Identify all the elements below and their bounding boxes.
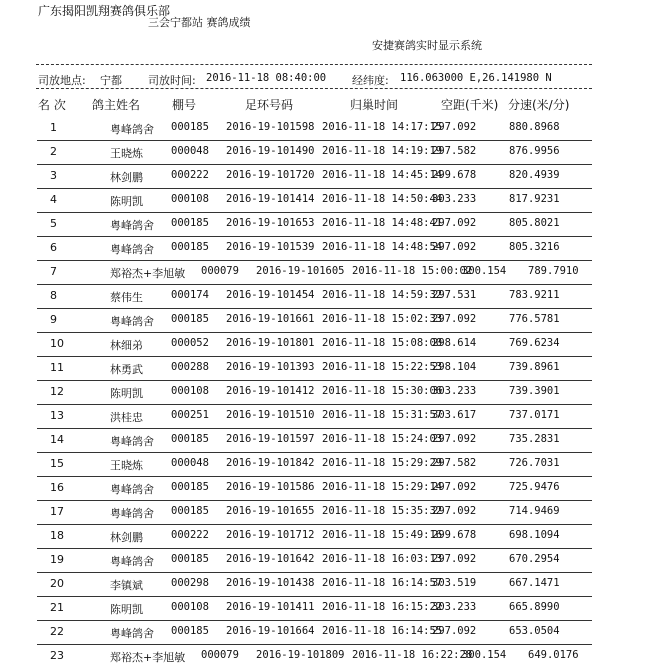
row-14-arrival: 2016-11-18 15:24:03 bbox=[322, 433, 443, 445]
row-3-ring: 2016-19-101720 bbox=[226, 169, 315, 181]
release-time-value: 2016-11-18 08:40:00 bbox=[206, 72, 327, 84]
row-16-ring: 2016-19-101586 bbox=[226, 481, 315, 493]
row-14-rank: 14 bbox=[50, 433, 64, 446]
row-7-rank: 7 bbox=[50, 265, 57, 278]
row-2-speed: 876.9956 bbox=[509, 145, 560, 157]
row-separator bbox=[37, 140, 592, 141]
row-18-loft: 000222 bbox=[171, 529, 209, 541]
row-17-owner: 粤峰鸽舍 bbox=[110, 507, 154, 520]
row-6-ring: 2016-19-101539 bbox=[226, 241, 315, 253]
row-6-owner: 粤峰鸽舍 bbox=[110, 243, 154, 256]
row-6-distance: 297.092 bbox=[432, 241, 477, 253]
row-15-distance: 297.582 bbox=[432, 457, 477, 469]
row-3-arrival: 2016-11-18 14:45:14 bbox=[322, 169, 443, 181]
row-10-speed: 769.6234 bbox=[509, 337, 560, 349]
row-8-distance: 297.531 bbox=[432, 289, 477, 301]
row-7-owner: 郑裕杰+李旭敏 bbox=[110, 267, 186, 280]
row-20-arrival: 2016-11-18 16:14:57 bbox=[322, 577, 443, 589]
row-separator bbox=[37, 452, 592, 453]
row-6-speed: 805.3216 bbox=[509, 241, 560, 253]
row-16-rank: 16 bbox=[50, 481, 64, 494]
row-13-arrival: 2016-11-18 15:31:57 bbox=[322, 409, 443, 421]
row-12-owner: 陈明凯 bbox=[110, 387, 143, 400]
row-7-speed: 789.7910 bbox=[528, 265, 579, 277]
divider-top bbox=[36, 64, 592, 65]
row-1-distance: 297.092 bbox=[432, 121, 477, 133]
row-2-rank: 2 bbox=[50, 145, 57, 158]
row-9-speed: 776.5781 bbox=[509, 313, 560, 325]
row-5-rank: 5 bbox=[50, 217, 57, 230]
location-value: 宁都 bbox=[100, 74, 122, 87]
row-10-loft: 000052 bbox=[171, 337, 209, 349]
row-3-speed: 820.4939 bbox=[509, 169, 560, 181]
row-14-distance: 297.092 bbox=[432, 433, 477, 445]
row-23-owner: 郑裕杰+李旭敏 bbox=[110, 651, 186, 664]
row-19-loft: 000185 bbox=[171, 553, 209, 565]
row-1-rank: 1 bbox=[50, 121, 57, 134]
row-16-distance: 297.092 bbox=[432, 481, 477, 493]
row-2-owner: 王晓炼 bbox=[110, 147, 143, 160]
row-16-owner: 粤峰鸽舍 bbox=[110, 483, 154, 496]
row-18-speed: 698.1094 bbox=[509, 529, 560, 541]
row-8-arrival: 2016-11-18 14:59:32 bbox=[322, 289, 443, 301]
row-13-distance: 303.617 bbox=[432, 409, 477, 421]
row-15-ring: 2016-19-101842 bbox=[226, 457, 315, 469]
row-23-rank: 23 bbox=[50, 649, 64, 662]
row-11-ring: 2016-19-101393 bbox=[226, 361, 315, 373]
row-17-rank: 17 bbox=[50, 505, 64, 518]
row-14-ring: 2016-19-101597 bbox=[226, 433, 315, 445]
row-separator bbox=[37, 500, 592, 501]
row-separator bbox=[37, 284, 592, 285]
divider-info bbox=[36, 88, 592, 89]
row-18-arrival: 2016-11-18 15:49:16 bbox=[322, 529, 443, 541]
row-11-arrival: 2016-11-18 15:22:53 bbox=[322, 361, 443, 373]
row-9-owner: 粤峰鸽舍 bbox=[110, 315, 154, 328]
release-time-label: 司放时间: bbox=[148, 74, 196, 87]
row-5-ring: 2016-19-101653 bbox=[226, 217, 315, 229]
row-17-ring: 2016-19-101655 bbox=[226, 505, 315, 517]
row-9-distance: 297.092 bbox=[432, 313, 477, 325]
row-21-distance: 303.233 bbox=[432, 601, 477, 613]
row-5-owner: 粤峰鸽舍 bbox=[110, 219, 154, 232]
coord-value: 116.063000 E,26.141980 N bbox=[400, 72, 552, 84]
row-21-speed: 665.8990 bbox=[509, 601, 560, 613]
row-20-ring: 2016-19-101438 bbox=[226, 577, 315, 589]
row-separator bbox=[37, 260, 592, 261]
row-19-rank: 19 bbox=[50, 553, 64, 566]
row-10-owner: 林细弟 bbox=[110, 339, 143, 352]
row-19-distance: 297.092 bbox=[432, 553, 477, 565]
row-4-owner: 陈明凯 bbox=[110, 195, 143, 208]
row-21-arrival: 2016-11-18 16:15:22 bbox=[322, 601, 443, 613]
row-separator bbox=[37, 236, 592, 237]
row-21-rank: 21 bbox=[50, 601, 64, 614]
row-22-speed: 653.0504 bbox=[509, 625, 560, 637]
row-22-arrival: 2016-11-18 16:14:55 bbox=[322, 625, 443, 637]
row-11-distance: 298.104 bbox=[432, 361, 477, 373]
col-ring-header: 足环号码 bbox=[245, 98, 294, 112]
row-4-rank: 4 bbox=[50, 193, 57, 206]
row-1-owner: 粤峰鸽舍 bbox=[110, 123, 154, 136]
row-separator bbox=[37, 644, 592, 645]
row-19-speed: 670.2954 bbox=[509, 553, 560, 565]
row-separator bbox=[37, 308, 592, 309]
row-21-loft: 000108 bbox=[171, 601, 209, 613]
row-12-ring: 2016-19-101412 bbox=[226, 385, 315, 397]
row-15-loft: 000048 bbox=[171, 457, 209, 469]
row-20-loft: 000298 bbox=[171, 577, 209, 589]
row-21-owner: 陈明凯 bbox=[110, 603, 143, 616]
row-5-speed: 805.8021 bbox=[509, 217, 560, 229]
row-17-speed: 714.9469 bbox=[509, 505, 560, 517]
row-4-distance: 303.233 bbox=[432, 193, 477, 205]
row-5-arrival: 2016-11-18 14:48:41 bbox=[322, 217, 443, 229]
row-20-speed: 667.1471 bbox=[509, 577, 560, 589]
row-12-rank: 12 bbox=[50, 385, 64, 398]
row-11-loft: 000288 bbox=[171, 361, 209, 373]
row-5-distance: 297.092 bbox=[432, 217, 477, 229]
row-13-ring: 2016-19-101510 bbox=[226, 409, 315, 421]
col-distance-header: 空距(千米) bbox=[441, 98, 499, 112]
row-separator bbox=[37, 356, 592, 357]
row-2-distance: 297.582 bbox=[432, 145, 477, 157]
row-18-owner: 林剑鹏 bbox=[110, 531, 143, 544]
coord-label: 经纬度: bbox=[352, 74, 389, 87]
row-4-arrival: 2016-11-18 14:50:44 bbox=[322, 193, 443, 205]
race-title: 三会宁都站 赛鸽成绩 bbox=[148, 16, 251, 29]
row-separator bbox=[37, 596, 592, 597]
row-22-rank: 22 bbox=[50, 625, 64, 638]
row-16-speed: 725.9476 bbox=[509, 481, 560, 493]
row-12-distance: 303.233 bbox=[432, 385, 477, 397]
col-rank-header: 名 次 bbox=[38, 98, 66, 112]
row-21-ring: 2016-19-101411 bbox=[226, 601, 315, 613]
row-3-rank: 3 bbox=[50, 169, 57, 182]
row-9-arrival: 2016-11-18 15:02:33 bbox=[322, 313, 443, 325]
row-6-loft: 000185 bbox=[171, 241, 209, 253]
row-11-speed: 739.8961 bbox=[509, 361, 560, 373]
row-20-owner: 李镇斌 bbox=[110, 579, 143, 592]
location-label: 司放地点: bbox=[38, 74, 86, 87]
row-separator bbox=[37, 188, 592, 189]
row-8-loft: 000174 bbox=[171, 289, 209, 301]
row-7-arrival: 2016-11-18 15:00:02 bbox=[352, 265, 473, 277]
row-19-arrival: 2016-11-18 16:03:13 bbox=[322, 553, 443, 565]
row-17-distance: 297.092 bbox=[432, 505, 477, 517]
row-18-ring: 2016-19-101712 bbox=[226, 529, 315, 541]
row-10-rank: 10 bbox=[50, 337, 64, 350]
row-separator bbox=[37, 212, 592, 213]
row-22-loft: 000185 bbox=[171, 625, 209, 637]
row-14-owner: 粤峰鸽舍 bbox=[110, 435, 154, 448]
row-15-speed: 726.7031 bbox=[509, 457, 560, 469]
row-2-arrival: 2016-11-18 14:19:19 bbox=[322, 145, 443, 157]
row-14-speed: 735.2831 bbox=[509, 433, 560, 445]
row-separator bbox=[37, 380, 592, 381]
row-18-rank: 18 bbox=[50, 529, 64, 542]
row-2-ring: 2016-19-101490 bbox=[226, 145, 315, 157]
row-13-owner: 洪桂忠 bbox=[110, 411, 143, 424]
row-separator bbox=[37, 476, 592, 477]
row-6-rank: 6 bbox=[50, 241, 57, 254]
row-10-distance: 298.614 bbox=[432, 337, 477, 349]
row-13-rank: 13 bbox=[50, 409, 64, 422]
row-23-distance: 300.154 bbox=[462, 649, 507, 661]
row-7-distance: 300.154 bbox=[462, 265, 507, 277]
row-11-rank: 11 bbox=[50, 361, 64, 374]
row-15-rank: 15 bbox=[50, 457, 64, 470]
row-19-ring: 2016-19-101642 bbox=[226, 553, 315, 565]
row-23-loft: 000079 bbox=[201, 649, 239, 661]
row-4-loft: 000108 bbox=[171, 193, 209, 205]
row-23-speed: 649.0176 bbox=[528, 649, 579, 661]
row-7-ring: 2016-19-101605 bbox=[256, 265, 345, 277]
row-3-distance: 299.678 bbox=[432, 169, 477, 181]
col-loft-header: 棚号 bbox=[172, 98, 197, 112]
row-9-ring: 2016-19-101661 bbox=[226, 313, 315, 325]
row-19-owner: 粤峰鸽舍 bbox=[110, 555, 154, 568]
row-12-speed: 739.3901 bbox=[509, 385, 560, 397]
row-separator bbox=[37, 404, 592, 405]
row-22-ring: 2016-19-101664 bbox=[226, 625, 315, 637]
row-22-distance: 297.092 bbox=[432, 625, 477, 637]
row-17-arrival: 2016-11-18 15:35:32 bbox=[322, 505, 443, 517]
row-1-loft: 000185 bbox=[171, 121, 209, 133]
row-8-owner: 蔡伟生 bbox=[110, 291, 143, 304]
row-10-arrival: 2016-11-18 15:08:00 bbox=[322, 337, 443, 349]
row-separator bbox=[37, 572, 592, 573]
row-separator bbox=[37, 620, 592, 621]
club-name: 广东揭阳凯翔赛鸽俱乐部 bbox=[38, 4, 171, 18]
row-8-speed: 783.9211 bbox=[509, 289, 560, 301]
col-speed-header: 分速(米/分) bbox=[508, 98, 570, 112]
row-10-ring: 2016-19-101801 bbox=[226, 337, 315, 349]
row-1-ring: 2016-19-101598 bbox=[226, 121, 315, 133]
row-9-rank: 9 bbox=[50, 313, 57, 326]
row-3-loft: 000222 bbox=[171, 169, 209, 181]
row-3-owner: 林剑鹏 bbox=[110, 171, 143, 184]
row-12-arrival: 2016-11-18 15:30:06 bbox=[322, 385, 443, 397]
row-8-ring: 2016-19-101454 bbox=[226, 289, 315, 301]
row-6-arrival: 2016-11-18 14:48:54 bbox=[322, 241, 443, 253]
row-5-loft: 000185 bbox=[171, 217, 209, 229]
row-16-arrival: 2016-11-18 15:29:14 bbox=[322, 481, 443, 493]
row-separator bbox=[37, 548, 592, 549]
row-2-loft: 000048 bbox=[171, 145, 209, 157]
row-1-arrival: 2016-11-18 14:17:15 bbox=[322, 121, 443, 133]
row-18-distance: 299.678 bbox=[432, 529, 477, 541]
row-20-distance: 303.519 bbox=[432, 577, 477, 589]
row-23-ring: 2016-19-101809 bbox=[256, 649, 345, 661]
row-separator bbox=[37, 332, 592, 333]
row-1-speed: 880.8968 bbox=[509, 121, 560, 133]
row-15-arrival: 2016-11-18 15:29:29 bbox=[322, 457, 443, 469]
row-13-loft: 000251 bbox=[171, 409, 209, 421]
row-20-rank: 20 bbox=[50, 577, 64, 590]
row-separator bbox=[37, 524, 592, 525]
row-15-owner: 王晓炼 bbox=[110, 459, 143, 472]
row-23-arrival: 2016-11-18 16:22:28 bbox=[352, 649, 473, 661]
row-13-speed: 737.0171 bbox=[509, 409, 560, 421]
row-7-loft: 000079 bbox=[201, 265, 239, 277]
row-9-loft: 000185 bbox=[171, 313, 209, 325]
row-separator bbox=[37, 428, 592, 429]
col-arrival-header: 归巢时间 bbox=[350, 98, 399, 112]
row-separator bbox=[37, 164, 592, 165]
row-4-speed: 817.9231 bbox=[509, 193, 560, 205]
system-name: 安捷赛鸽实时显示系统 bbox=[372, 39, 482, 52]
row-12-loft: 000108 bbox=[171, 385, 209, 397]
row-4-ring: 2016-19-101414 bbox=[226, 193, 315, 205]
row-11-owner: 林勇武 bbox=[110, 363, 143, 376]
row-14-loft: 000185 bbox=[171, 433, 209, 445]
row-17-loft: 000185 bbox=[171, 505, 209, 517]
row-16-loft: 000185 bbox=[171, 481, 209, 493]
row-22-owner: 粤峰鸽舍 bbox=[110, 627, 154, 640]
row-8-rank: 8 bbox=[50, 289, 57, 302]
col-owner-header: 鸽主姓名 bbox=[92, 98, 141, 112]
